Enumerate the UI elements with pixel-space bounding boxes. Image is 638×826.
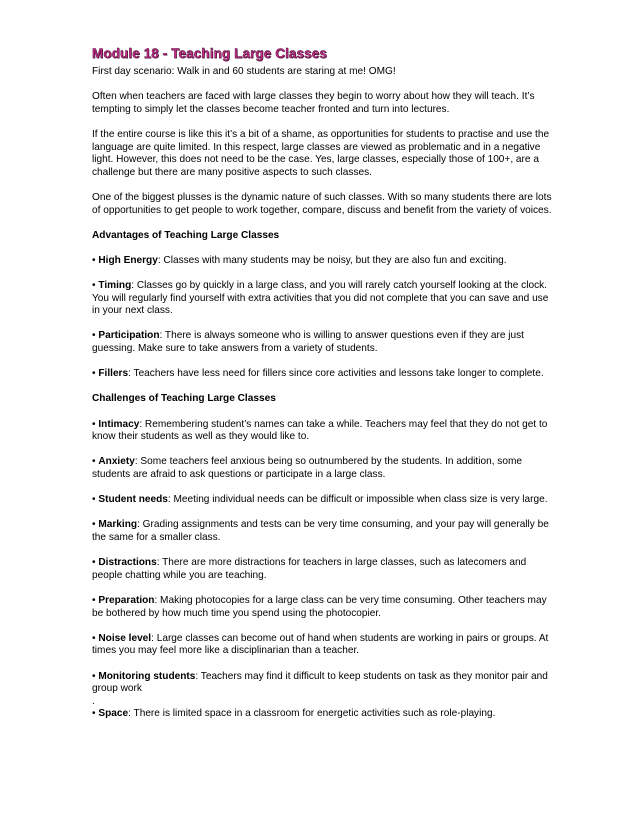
challenge-item: [92, 456, 552, 481]
bullet-glyph: •: [92, 368, 96, 380]
bullet-glyph: •: [92, 670, 96, 682]
challenge-term: Distractions: [98, 557, 157, 569]
challenge-text: : Teachers may find it difficult to keep students on task as they monitor pair and group work: [92, 670, 548, 695]
advantage-term: Fillers: [98, 368, 129, 380]
challenge-item: [92, 519, 552, 544]
advantage-item: [92, 368, 552, 381]
challenge-term: Intimacy: [98, 418, 140, 430]
challenge-term: Noise level: [98, 632, 152, 644]
challenge-term: Space: [98, 708, 129, 720]
challenge-text: : Some teachers feel anxious being so outnumbered by the students. In addition, some students are afraid to ask questions or participate in a large class.: [92, 456, 522, 480]
intro-paragraph-3: One of the biggest plusses is the dynamic nature of such classes. With so many students there are lots of opportunities to get people to work together, compare, discuss and benefit from the variety of voices.: [92, 191, 552, 216]
advantage-term: Timing: [98, 280, 132, 292]
advantage-text: : Classes go by quickly in a large class, and you will rarely catch yourself looking at the clock. You will regularly find yourself with extra activities that you did not complete that you can save and use in your next class.: [92, 280, 549, 317]
bullet-glyph: •: [92, 594, 96, 606]
intro-paragraph-2: If the entire course is like this it’s a bit of a shame, as opportunities for students to practise and use the language are quite limited. In this respect, large classes are viewed as problematic and in a negative light. However, this does not need to be the case. Yes, large classes, especially those of 100+, are a challenge but there are many positive aspects to such classes.: [92, 128, 550, 178]
challenge-text: : There is limited space in a classroom for energetic activities such as role-playing.: [128, 708, 496, 720]
challenge-item: [92, 671, 552, 696]
bullet-glyph: •: [92, 254, 96, 266]
challenge-text: : Large classes can become out of hand when students are working in pairs or groups. At times you may feel more like a disciplinarian than a teacher.: [92, 632, 549, 657]
challenge-term: Marking: [98, 519, 138, 531]
challenge-item: [92, 633, 552, 658]
intro-paragraph-1: Often when teachers are faced with large classes they begin to worry about how they will teach. It’s tempting to simply let the classes become teacher fronted and turn into lectures.: [92, 91, 535, 115]
bullet-glyph: •: [92, 708, 96, 720]
challenge-item: [92, 708, 552, 721]
advantage-text: : Classes with many students may be noisy, but they are also fun and exciting.: [157, 254, 507, 266]
challenge-text: : Making photocopies for a large class can be very time consuming. Other teachers may be bothered by how much time you spend using the photocopier.: [92, 594, 547, 619]
challenge-term: Preparation: [98, 594, 155, 606]
challenge-term: Monitoring students: [98, 670, 196, 682]
document-title: Module 18 - Teaching Large Classes: [92, 46, 327, 61]
challenge-item: [92, 557, 552, 582]
document-page: [92, 46, 552, 721]
advantage-term: Participation: [98, 330, 160, 342]
advantages-heading: Advantages of Teaching Large Classes: [92, 229, 280, 241]
challenge-item: [92, 595, 552, 620]
challenge-text: : Remembering student’s names can take a while. Teachers may feel that they do not get to know their students as well as they would like to.: [92, 418, 548, 443]
bullet-glyph: •: [92, 456, 96, 468]
advantage-term: High Energy: [98, 254, 158, 266]
advantage-text: : There is always someone who is willing to answer questions even if they are just guessing. Make sure to take answers from a variety of students.: [92, 330, 524, 355]
challenge-item: [92, 419, 552, 444]
challenge-text: : Grading assignments and tests can be very time consuming, and your pay will generally be the same for a smaller class.: [92, 519, 549, 543]
advantage-item: [92, 255, 552, 268]
bullet-glyph: •: [92, 557, 96, 569]
bullet-glyph: •: [92, 280, 96, 292]
advantage-text: : Teachers have less need for fillers since core activities and lessons take longer to complete.: [128, 368, 544, 380]
challenge-term: Anxiety: [98, 456, 135, 468]
challenge-text: : There are more distractions for teachers in large classes, such as latecomers and people chatting while you are teaching.: [92, 557, 527, 581]
bullet-glyph: •: [92, 330, 96, 342]
challenges-heading: Challenges of Teaching Large Classes: [92, 393, 276, 405]
stray-period: .: [92, 695, 95, 707]
challenge-text: : Meeting individual needs can be difficult or impossible when class size is very large.: [167, 494, 548, 506]
bullet-glyph: •: [92, 632, 96, 644]
bullet-glyph: •: [92, 519, 96, 531]
challenge-term: Student needs: [98, 494, 168, 506]
advantage-item: [92, 330, 552, 355]
challenge-item: [92, 494, 552, 507]
bullet-glyph: •: [92, 494, 96, 506]
advantage-item: [92, 280, 552, 318]
scenario-text: First day scenario: Walk in and 60 students are staring at me! OMG!: [92, 66, 396, 77]
bullet-glyph: •: [92, 418, 96, 430]
